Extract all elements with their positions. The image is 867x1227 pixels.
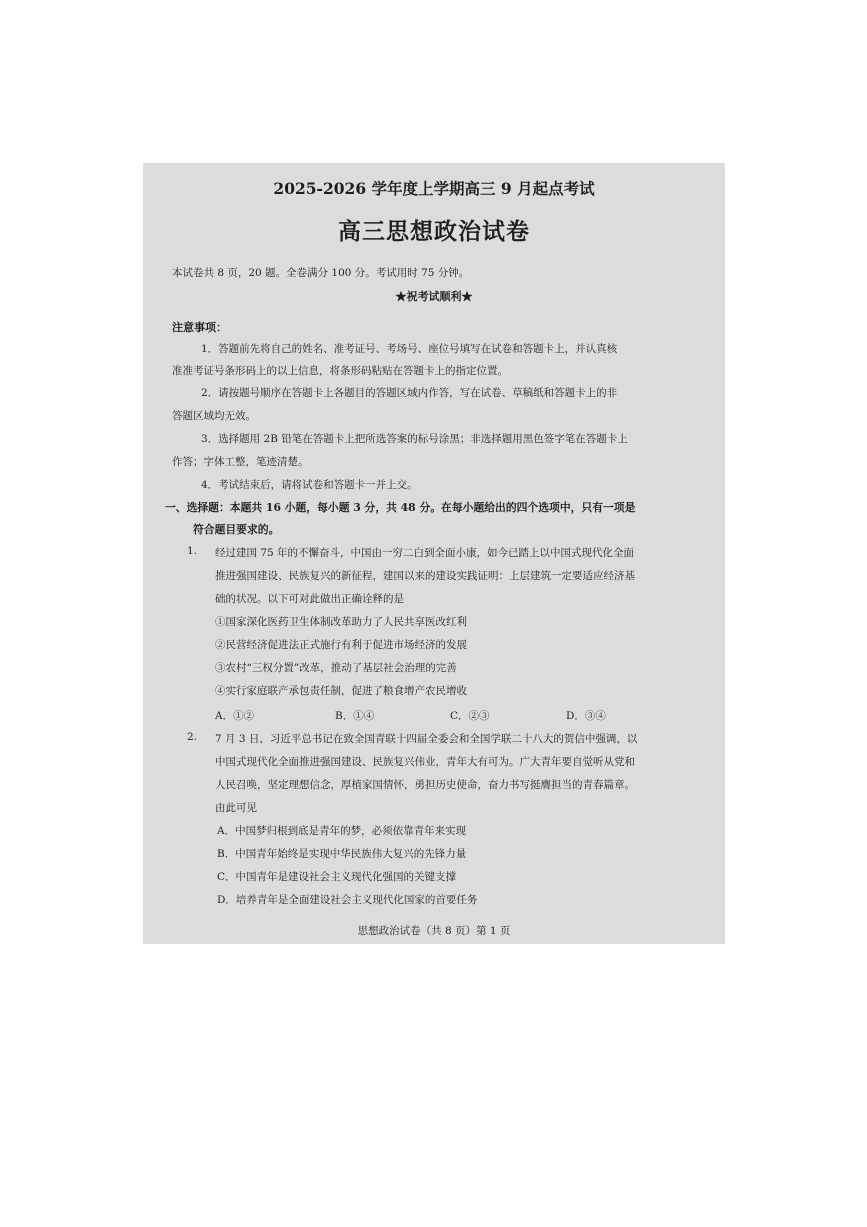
q2-number: 2. bbox=[187, 731, 198, 743]
section-1-heading-cont: 符合题目要求的。 bbox=[193, 523, 280, 536]
notes-heading: 注意事项： bbox=[172, 321, 227, 334]
q2-stem-line-2: 中国式现代化全面推进强国建设、民族复兴伟业，青年大有可为。广大青年要自觉听从党和 bbox=[215, 756, 635, 768]
q1-number: 1. bbox=[187, 545, 198, 557]
q1-option-c: C．②③ bbox=[450, 710, 490, 722]
q1-stem-line-1: 经过建国 75 年的不懈奋斗，中国由一穷二白到全面小康，如今已踏上以中国式现代化全面 bbox=[215, 547, 635, 559]
note-1-line-1: 1．答题前先将自己的姓名、准考证号、考场号、座位号填写在试卷和答题卡上，并认真核 bbox=[201, 343, 618, 355]
q1-item-4: ④实行家庭联产承包责任制，促进了粮食增产农民增收 bbox=[215, 685, 467, 697]
q2-option-a: A．中国梦归根到底是青年的梦，必须依靠青年来实现 bbox=[217, 825, 467, 837]
section-1-heading: 一、选择题：本题共 16 小题，每小题 3 分，共 48 分。在每小题给出的四个选项中，只有一项是 bbox=[165, 501, 636, 514]
q2-stem-line-1: 7 月 3 日，习近平总书记在致全国青联十四届全委会和全国学联二十八大的贺信中强调，以 bbox=[215, 733, 638, 745]
q2-option-d: D．培养青年是全面建设社会主义现代化国家的首要任务 bbox=[217, 894, 478, 906]
exam-intro: 本试卷共 8 页，20 题。全卷满分 100 分。考试用时 75 分钟。 bbox=[172, 267, 470, 279]
q1-item-3: ③农村“三权分置”改革，推动了基层社会治理的完善 bbox=[215, 662, 457, 674]
note-1-line-2: 准准考证号条形码上的以上信息，将条形码粘贴在答题卡上的指定位置。 bbox=[172, 365, 508, 377]
good-luck-line: ★祝考试顺利★ bbox=[395, 290, 473, 303]
q2-stem-line-3: 人民召唤，坚定理想信念，厚植家国情怀，勇担历史使命，奋力书写挺膺担当的青春篇章。 bbox=[215, 779, 635, 791]
exam-page bbox=[143, 163, 725, 944]
exam-header-line: 2025-2026 学年度上学期高三 9 月起点考试 bbox=[273, 179, 595, 198]
q1-item-1: ①国家深化医药卫生体制改革助力了人民共享医改红利 bbox=[215, 616, 467, 628]
q1-stem-line-2: 推进强国建设、民族复兴的新征程，建国以来的建设实践证明：上层建筑一定要适应经济基 bbox=[215, 570, 635, 582]
q1-option-a: A．①② bbox=[215, 710, 255, 722]
q2-option-b: B．中国青年始终是实现中华民族伟大复兴的先锋力量 bbox=[217, 848, 467, 860]
note-4-line-1: 4．考试结束后，请将试卷和答题卡一并上交。 bbox=[201, 479, 418, 491]
note-2-line-1: 2．请按题号顺序在答题卡上各题目的答题区域内作答，写在试卷、草稿纸和答题卡上的非 bbox=[201, 387, 618, 399]
q1-option-b: B．①④ bbox=[335, 710, 375, 722]
exam-title: 高三思想政治试卷 bbox=[338, 218, 530, 245]
page-footer: 思想政治试卷（共 8 页）第 1 页 bbox=[357, 925, 511, 937]
note-2-line-2: 答题区域均无效。 bbox=[172, 410, 256, 422]
q2-stem-line-4: 由此可见 bbox=[215, 802, 257, 814]
q2-option-c: C．中国青年是建设社会主义现代化强国的关键支撑 bbox=[217, 871, 457, 883]
q1-option-d: D．③④ bbox=[566, 710, 606, 722]
note-3-line-1: 3．选择题用 2B 铅笔在答题卡上把所选答案的标号涂黑；非选择题用黑色签字笔在答题卡上 bbox=[201, 433, 628, 445]
q1-stem-line-3: 础的状况。以下可对此做出正确诠释的是 bbox=[215, 593, 404, 605]
note-3-line-2: 作答；字体工整，笔迹清楚。 bbox=[172, 456, 309, 468]
q1-item-2: ②民营经济促进法正式施行有利于促进市场经济的发展 bbox=[215, 639, 467, 651]
